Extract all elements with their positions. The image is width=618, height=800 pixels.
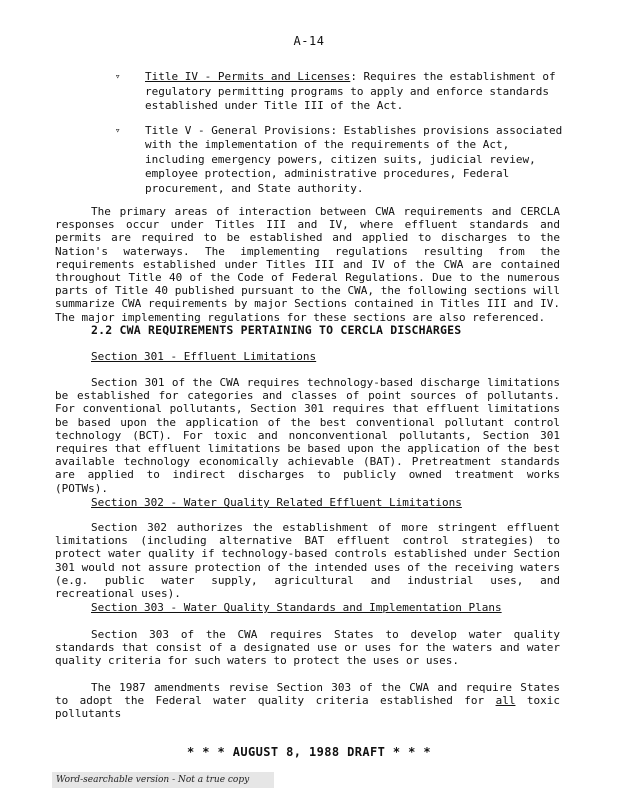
bullet-title-v — [115, 124, 575, 197]
bullet-title: Title V - General Provisions — [145, 123, 331, 137]
intro-paragraph: The primary areas of interaction between CWA requirements and CERCLA responses occur under Titles III and IV, where effluent standards and permits are required to be established and applied to discharges to the Nation's waterways. The implementing regulations resulting from the requirements established under Titles III and IV of the CWA are contained throughout Title 40 of the Code of Federal Regulations. Due to the numerous parts of Title 40 published pursuant to the CWA, the following sections will summarize CWA requirements by major Sections contained in Titles III and IV. The major implementing regulations for these sections are also referenced. — [55, 205, 560, 324]
bullet-marker-icon: ▿ — [115, 125, 121, 136]
section-302-title: Section 302 - Water Quality Related Effluent Limitations — [91, 496, 462, 509]
page-number: A-14 — [293, 34, 325, 48]
bullet-text: : Establishes provisions associated with the implementation of the requirements of the Act, including emergency powers, citizen suits, judicial review, employee protection, administrative procedures, Federal procurement, and State authority. — [145, 123, 563, 195]
section-302-body: Section 302 authorizes the establishment of more stringent effluent limitations (including alternative BAT effluent control strategies) to protect water quality if technology-based controls established under Section 301 would not assure protection of the intended uses of the receiving waters (e.g. public water supply, agricultural and industrial uses, and recreational uses). — [55, 521, 560, 601]
word-searchable-watermark: Word-searchable version - Not a true copy — [52, 772, 274, 788]
amendments-text-underlined: all — [495, 694, 516, 708]
section-heading: 2.2 CWA REQUIREMENTS PERTAINING TO CERCLA DISCHARGES — [91, 323, 462, 337]
amendments-text-after: toxic pollutants — [55, 694, 560, 721]
section-303-body: Section 303 of the CWA requires States to develop water quality standards that consist of a designated use or uses for the waters and water quality criteria for such waters to protect the uses or uses. — [55, 628, 560, 668]
bullet-title-iv — [115, 70, 575, 114]
bullet-title: Title IV - Permits and Licenses — [145, 70, 351, 83]
section-301-body: Section 301 of the CWA requires technology-based discharge limitations be established for categories and classes of point sources of pollutants. For conventional pollutants, Section 301 requires that effluent limitations be based upon the application of the best conventional pollutant control technology (BCT). For toxic and nonconventional pollutants, Section 301 requires that effluent limitations be based upon the application of the best available technology economically achievable (BAT). Pretreatment standards are applied to indirect discharges to publicly owned treatment works (POTWs). — [55, 376, 560, 495]
draft-footer: * * * AUGUST 8, 1988 DRAFT * * * — [187, 745, 431, 759]
section-301-title: Section 301 - Effluent Limitations — [91, 350, 317, 363]
amendments-paragraph — [55, 681, 560, 721]
bullet-text: : Requires the establishment of regulatory permitting programs to apply and enforce standards established under Title III of the Act. — [145, 70, 556, 112]
section-303-title: Section 303 - Water Quality Standards and Implementation Plans — [91, 601, 502, 614]
amendments-text-before: The 1987 amendments revise Section 303 of the CWA and require States to adopt the Federal water quality criteria established for — [55, 681, 560, 708]
title-bullet-list — [115, 70, 575, 206]
bullet-marker-icon: ▿ — [115, 72, 121, 82]
